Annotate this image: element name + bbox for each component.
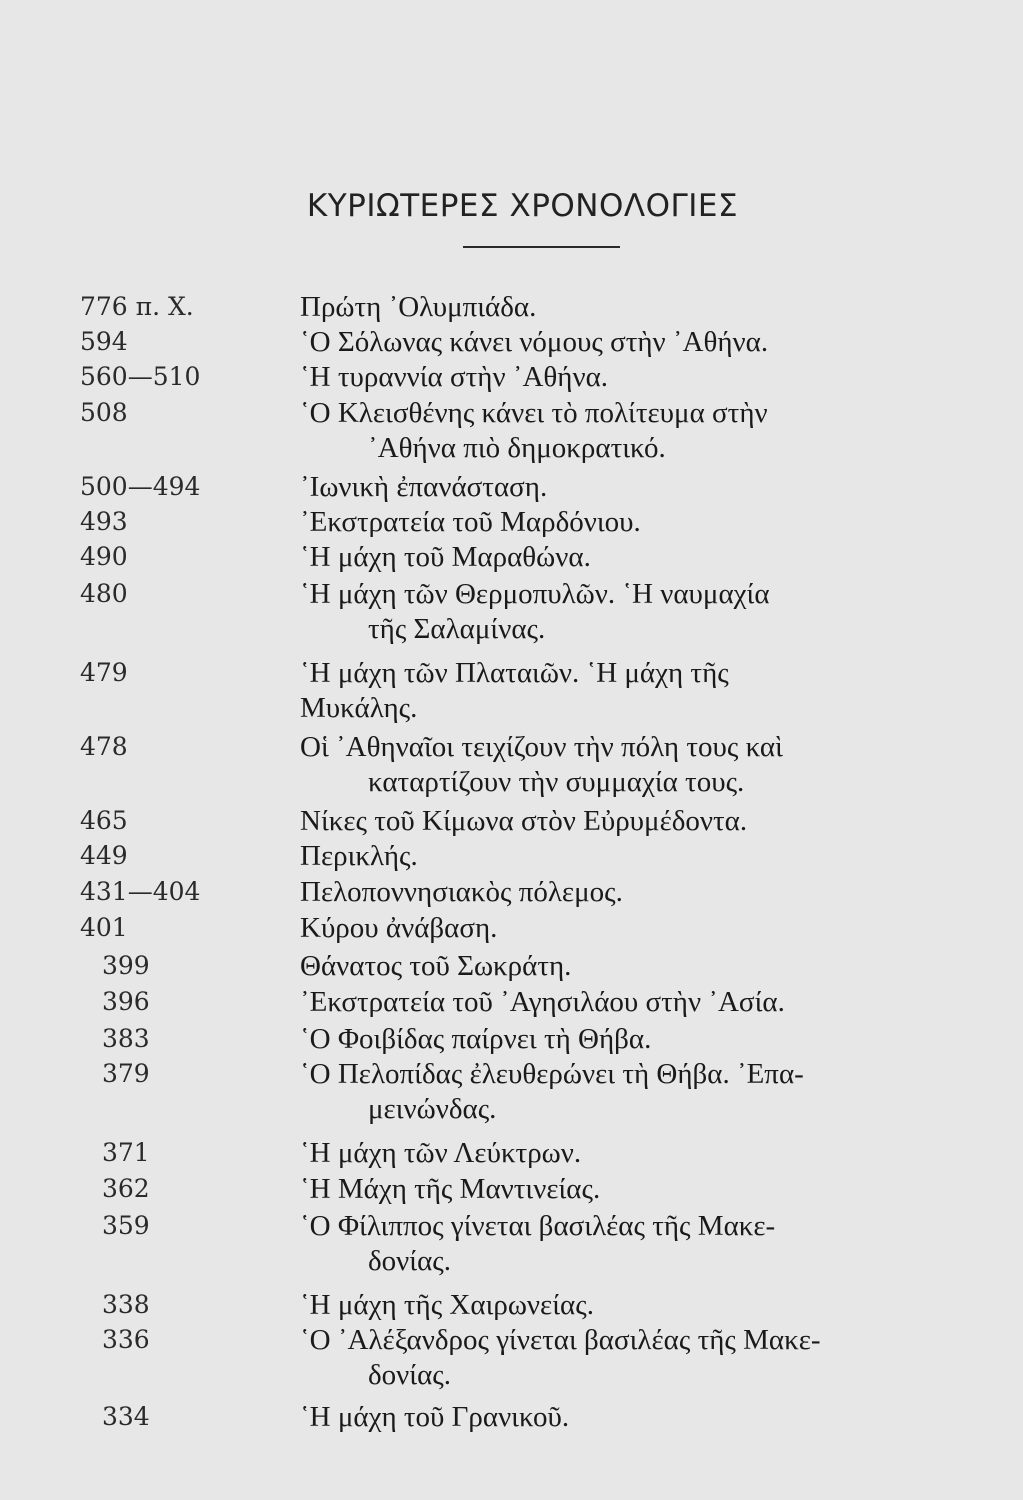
entry-date: 334 <box>102 1402 150 1431</box>
entry-line: ῾Η μάχη τῶν Πλαταιῶν. ῾Η μάχη τῆς <box>300 657 729 689</box>
entry-date: 338 <box>102 1290 150 1319</box>
entry-date: 493 <box>80 507 128 536</box>
entry-text <box>300 1400 990 1435</box>
entry-line: ῾Ο Σόλωνας κάνει νόμους στὴν ᾿Αθήνα. <box>300 326 769 358</box>
entry-line: μεινώνδας. <box>368 1093 497 1125</box>
entry-date: 776 π. Χ. <box>80 292 194 321</box>
entry-line: ᾿Ιωνικὴ ἐπανάσταση. <box>300 471 548 503</box>
entry-date: 490 <box>80 542 128 571</box>
entry-line: ᾿Εκστρατεία τοῦ Μαρδόνιου. <box>300 506 641 538</box>
entry-text <box>300 1022 990 1057</box>
entry-text <box>300 911 990 946</box>
entry-text <box>300 577 990 647</box>
entry-line: Κύρου ἀνάβαση. <box>300 912 498 944</box>
entry-line: ῾Ο Κλεισθένης κάνει τὸ πολίτευμα στὴν <box>300 397 768 429</box>
entry-line: τῆς Σαλαμίνας. <box>368 613 546 645</box>
entry-text <box>300 804 990 839</box>
entry-date: 465 <box>80 806 128 835</box>
entry-date: 359 <box>102 1211 150 1240</box>
entry-text <box>300 360 990 395</box>
entry-date: 594 <box>80 327 128 356</box>
entry-date: 401 <box>80 913 128 942</box>
entry-date: 478 <box>80 732 128 761</box>
entry-line: Πελοποννησιακὸς πόλεμος. <box>300 876 623 908</box>
entry-text <box>300 290 990 325</box>
entry-text <box>300 949 990 984</box>
entry-text <box>300 1057 990 1127</box>
entry-line: καταρτίζουν τὴν συμμαχία τους. <box>368 766 745 798</box>
entry-line: δονίας. <box>368 1359 452 1391</box>
entry-date: 396 <box>102 987 150 1016</box>
entry-line: Περικλής. <box>300 840 418 872</box>
title-rule <box>463 246 620 248</box>
entry-line: Θάνατος τοῦ Σωκράτη. <box>300 950 572 982</box>
entry-line: ῾Ο ᾿Αλέξανδρος γίνεται βασιλέας τῆς Μακε- <box>300 1324 821 1356</box>
entry-date: 431—404 <box>80 877 201 906</box>
entry-text <box>300 1136 990 1171</box>
entry-date: 379 <box>102 1059 150 1088</box>
entry-line: ῾Ο Φοιβίδας παίρνει τὴ Θήβα. <box>300 1023 652 1055</box>
entry-date: 560—510 <box>80 362 201 391</box>
entry-date: 479 <box>80 658 128 687</box>
entry-line: ᾿Εκστρατεία τοῦ ᾿Αγησιλάου στὴν ᾿Ασία. <box>300 986 785 1018</box>
entry-date: 480 <box>80 579 128 608</box>
entry-date: 362 <box>102 1174 150 1203</box>
entry-line: ῾Η Μάχη τῆς Μαντινείας. <box>300 1173 601 1205</box>
entry-text <box>300 396 990 466</box>
entry-text <box>300 540 990 575</box>
entry-date: 500—494 <box>80 472 201 501</box>
entry-line: δονίας. <box>368 1245 452 1277</box>
entry-date: 449 <box>80 841 128 870</box>
entry-text <box>300 875 990 910</box>
entry-text <box>300 839 990 874</box>
entry-line: Πρώτη ᾿Ολυμπιάδα. <box>300 291 537 323</box>
entry-text <box>300 985 990 1020</box>
entry-line: ᾿Αθήνα πιὸ δημοκρατικό. <box>368 432 666 464</box>
entry-text <box>300 1288 990 1323</box>
entry-line: Μυκάλης. <box>300 692 418 724</box>
entry-date: 336 <box>102 1325 150 1354</box>
entry-text <box>300 1323 990 1393</box>
entry-line: ῾Η μάχη τῶν Λεύκτρων. <box>300 1137 582 1169</box>
entry-text <box>300 1209 990 1279</box>
entry-line: ῾Η μάχη τῶν Θερμοπυλῶν. ῾Η ναυμαχία <box>300 578 770 610</box>
entry-line: ῾Ο Πελοπίδας ἐλευθερώνει τὴ Θήβα. ᾿Επα- <box>300 1058 804 1090</box>
entry-line: Νίκες τοῦ Κίμωνα στὸν Εὐρυμέδοντα. <box>300 805 748 837</box>
entry-line: ῾Η μάχη τῆς Χαιρωνείας. <box>300 1289 594 1321</box>
entry-date: 508 <box>80 398 128 427</box>
page-title: ΚΥΡΙΩΤΕΡΕΣ ΧΡΟΝΟΛΟΓΙΕΣ <box>306 188 739 224</box>
entry-line: ῾Η μάχη τοῦ Μαραθώνα. <box>300 541 591 573</box>
entry-line: Οἱ ᾿Αθηναῖοι τειχίζουν τὴν πόλη τους καὶ <box>300 731 783 763</box>
entry-date: 371 <box>102 1138 150 1167</box>
entry-text <box>300 505 990 540</box>
entry-date: 399 <box>102 951 150 980</box>
entry-text <box>300 470 990 505</box>
entry-text <box>300 656 990 726</box>
entry-date: 383 <box>102 1024 150 1053</box>
entry-line: ῾Η τυραννία στὴν ᾿Αθήνα. <box>300 361 609 393</box>
entry-text <box>300 325 990 360</box>
entry-line: ῾Ο Φίλιππος γίνεται βασιλέας τῆς Μακε- <box>300 1210 776 1242</box>
entry-text <box>300 1172 990 1207</box>
entry-line: ῾Η μάχη τοῦ Γρανικοῦ. <box>300 1401 570 1433</box>
entry-text <box>300 730 990 800</box>
